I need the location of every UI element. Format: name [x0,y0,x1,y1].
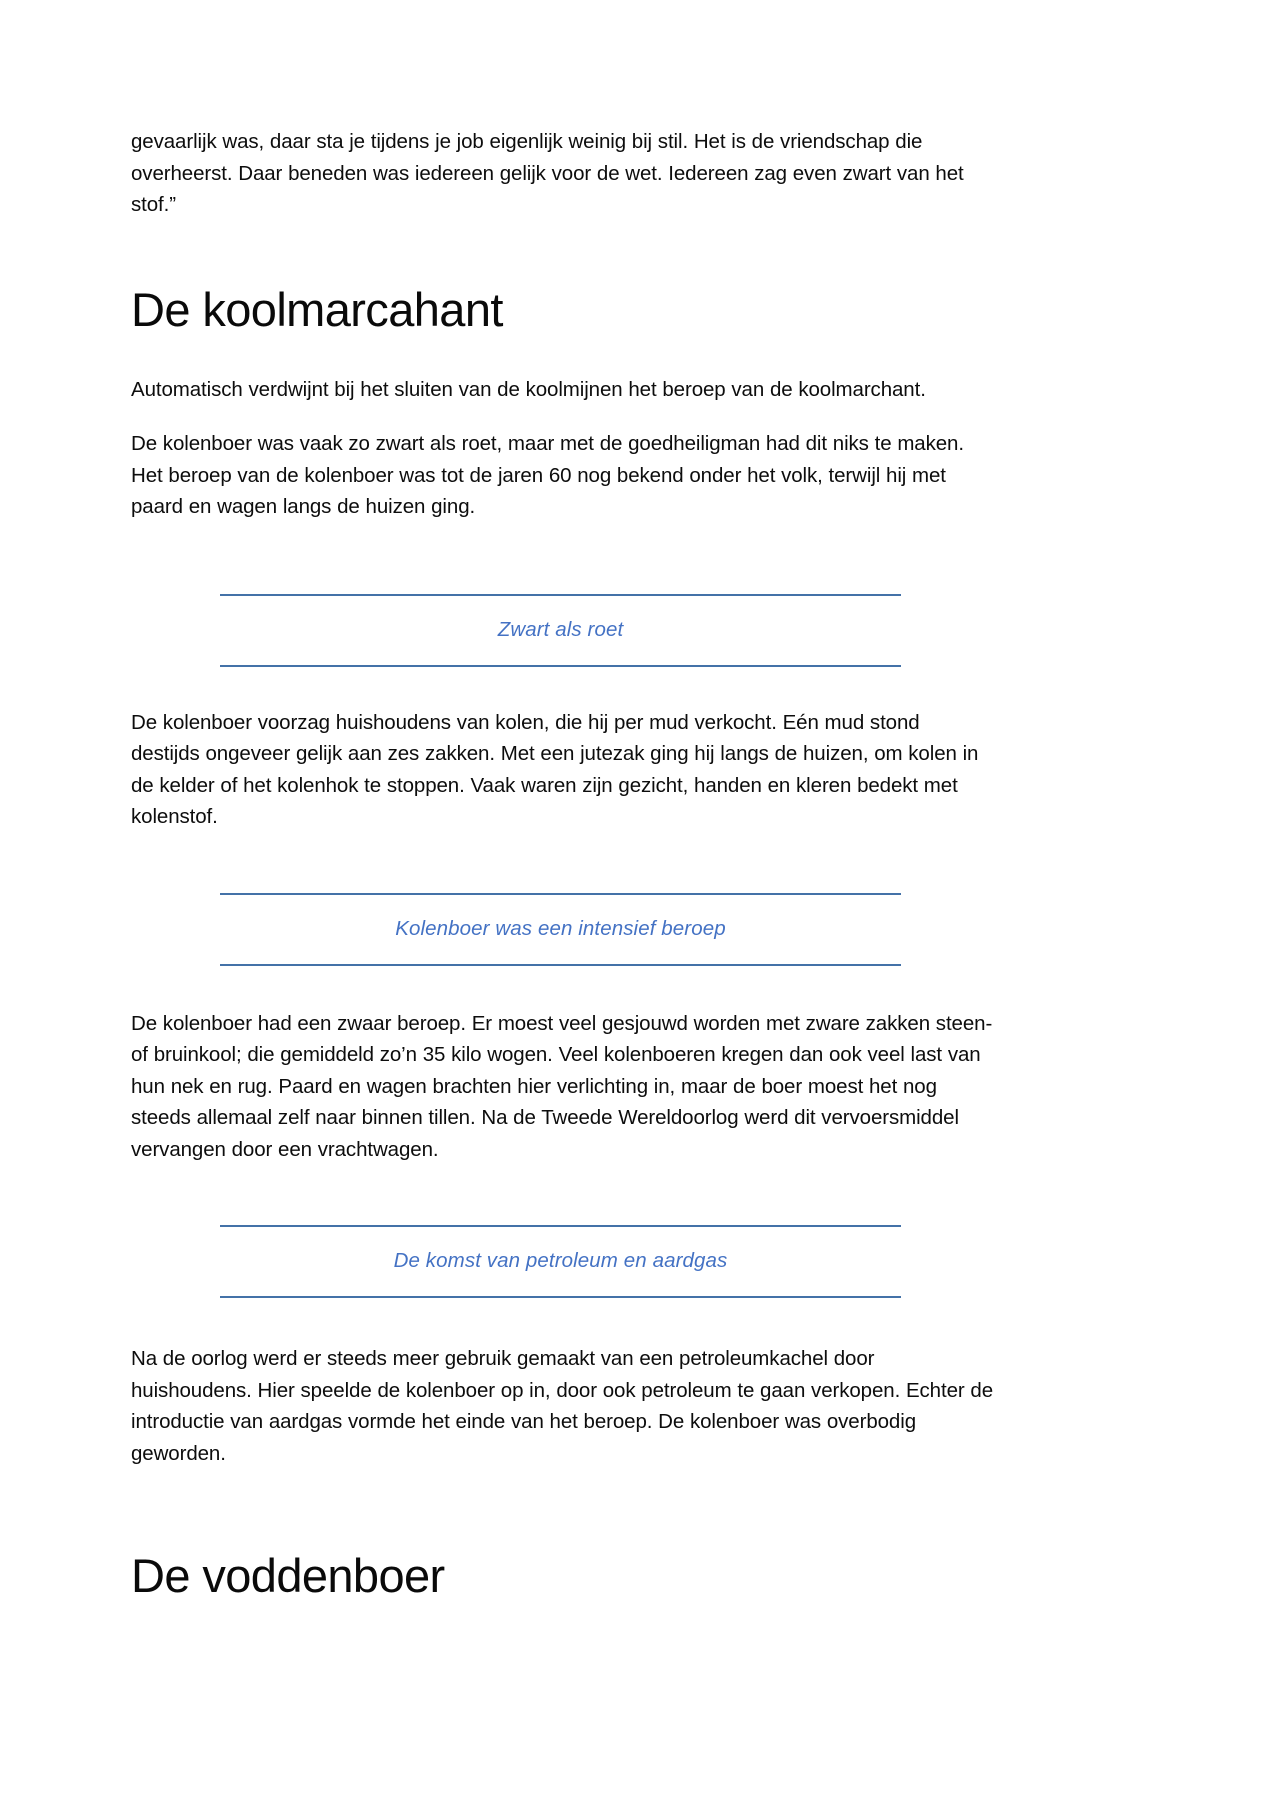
paragraph-coal-farmer-soot: De kolenboer was vaak zo zwart als roet, maar met de goedheiligman had dit niks te maken. Het beroep van de kolenboer was tot de jaren 60 nog bekend onder het volk, terwijl hij met paard en wagen langs de huizen ging. [131,432,964,518]
paragraph-continued: gevaarlijk was, daar sta je tijdens je job eigenlijk weinig bij stil. Het is de vriendschap die overheerst. Daar beneden was iedereen gelijk voor de wet. Iedereen zag even zwart van het stof.” [131,130,964,216]
paragraph-na-de-oorlog: Na de oorlog werd er steeds meer gebruik gemaakt van een petroleumkachel door huishoudens. Hier speelde de kolenboer op in, door ook petroleum te gaan verkopen. Echter de introductie van aardgas vormde het einde van het beroep. De kolenboer was overbodig geworden. [131,1347,994,1465]
caption-block-intensief-beroep [220,893,901,966]
caption-text-zwart-als-roet: Zwart als roet [497,617,624,641]
caption-text-petroleum-aardgas: De komst van petroleum en aardgas [393,1249,728,1272]
caption-rule-bottom [220,964,901,966]
caption-rule-bottom [220,1296,901,1298]
caption-block-petroleum-aardgas [220,1225,901,1298]
caption-text-intensief-beroep: Kolenboer was een intensief beroep [395,916,726,940]
paragraph-zwaar-beroep: De kolenboer had een zwaar beroep. Er moest veel gesjouwd worden met zware zakken steen- of bruinkool; die gemiddeld zo’n 35 kilo wogen. Veel kolenboeren kregen dan ook veel last van hun nek en rug. Paard en wagen brachten hier verlichting in, maar de boer moest het nog steeds allemaal zelf naar binnen tillen. Na de Tweede Wereldoorlog werd dit vervoersmiddel vervangen door een vrachtwagen. [131,1011,993,1161]
document-content [131,0,994,1604]
heading-coal-merchant: De koolmarcahant [131,282,503,336]
heading-rag-merchant: De voddenboer [131,1549,445,1602]
caption-block-zwart-als-roet [220,594,901,667]
caption-rule-bottom [220,665,901,667]
paragraph-mud-verkocht: De kolenboer voorzag huishoudens van kolen, die hij per mud verkocht. Eén mud stond destijds ongeveer gelijk aan zes zakken. Met een jutezak ging hij langs de huizen, om kolen in de kelder of het kolenhok te stoppen. Vaak waren zijn gezicht, handen en kleren bedekt met kolenstof. [131,710,979,828]
paragraph-intro: Automatisch verdwijnt bij het sluiten van de koolmijnen het beroep van de koolmarchant. [131,377,926,401]
